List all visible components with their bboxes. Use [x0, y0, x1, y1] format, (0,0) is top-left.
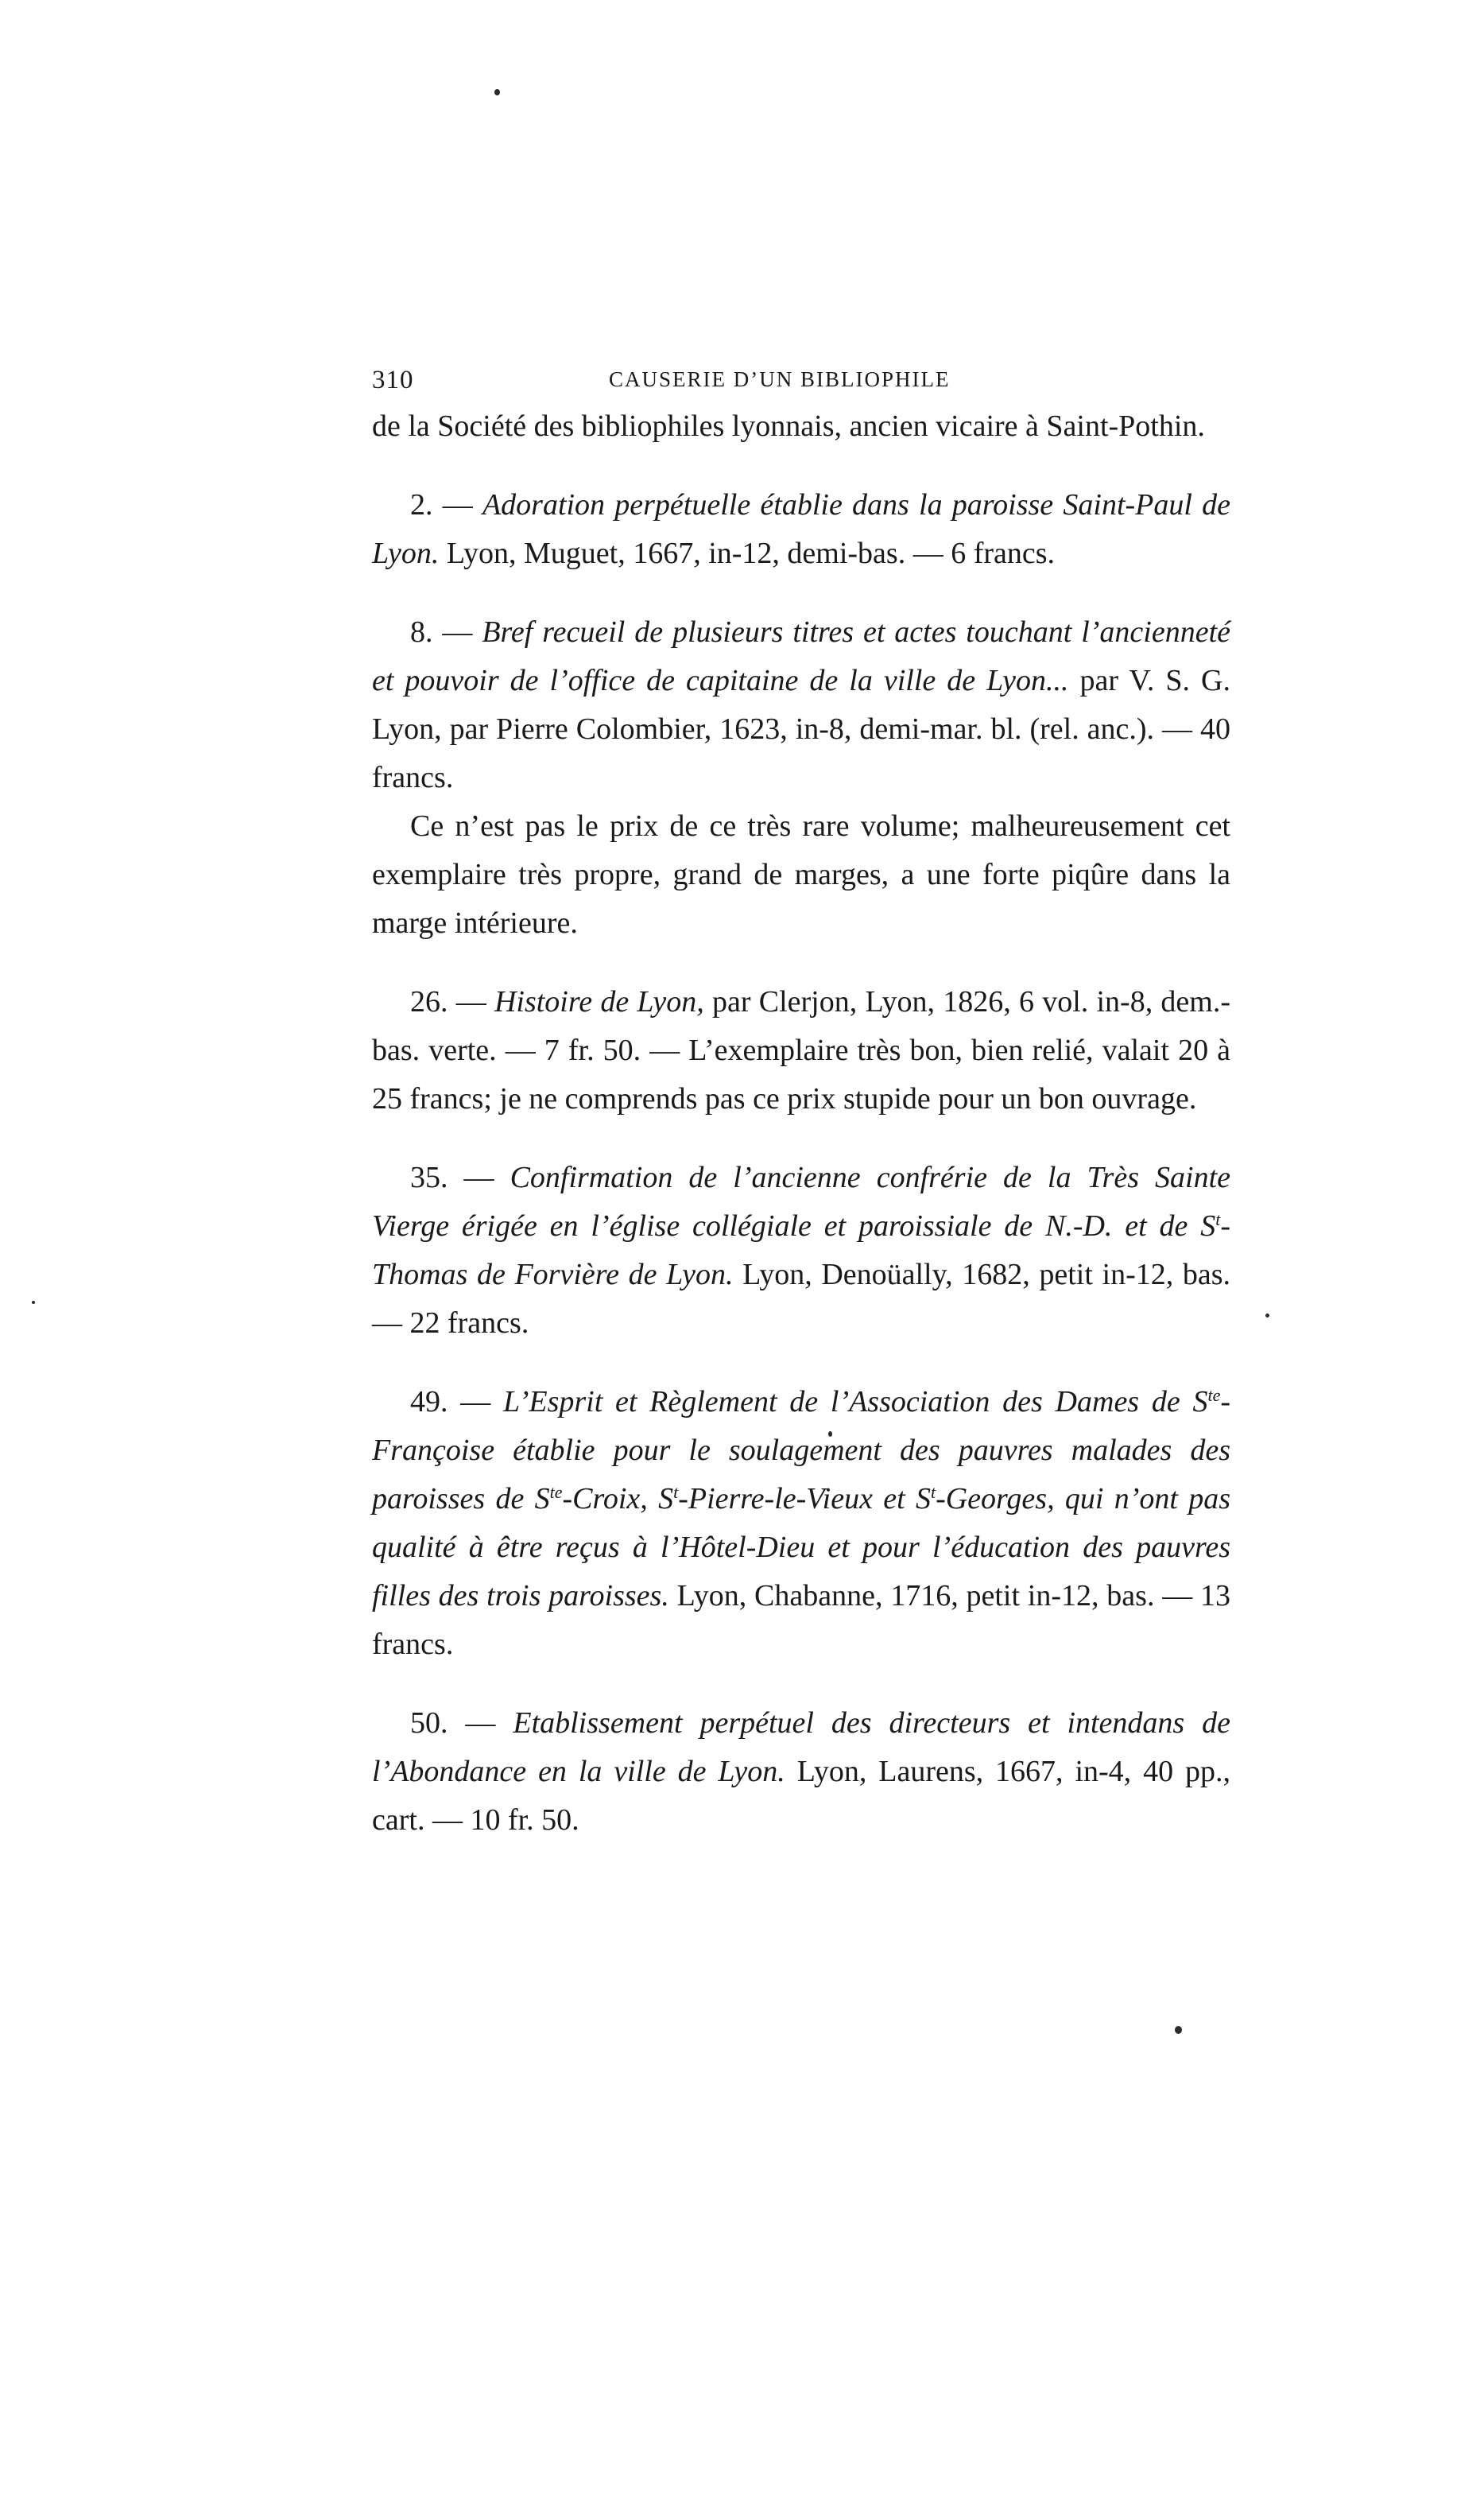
- entry-number: 26. —: [410, 985, 494, 1019]
- entry-number: 2. —: [410, 488, 482, 522]
- entry-title: Bref recueil de plusieurs titres et actes touchant l’ancienneté et pouvoir de l’office de capitaine de la ville de Lyon...: [372, 615, 1230, 697]
- entry-details: Lyon, Denoüally, 1682, petit in-12, bas. — 22 francs.: [372, 1258, 1231, 1340]
- entry-details: Lyon, Chabanne, 1716, petit in-12, bas. — 13 francs.: [372, 1579, 1230, 1661]
- entry-number: 49. —: [410, 1385, 503, 1418]
- catalog-entry-26: [372, 978, 1230, 1123]
- ink-speck: [494, 89, 500, 95]
- entry-title-part: -Georges, qui n’ont pas qualité à être reçus à l’Hôtel-Dieu et pour l’éducation des pauvres filles des trois paroisses.: [372, 1482, 1230, 1612]
- entry-title-part: -Croix, S: [562, 1482, 674, 1515]
- entry-comment: Ce n’est pas le prix de ce très rare volume; malheureusement cet exemplaire très propre, grand de marges, a une forte piqûre dans la marge intérieure.: [372, 809, 1230, 940]
- ink-speck: [1175, 2026, 1182, 2034]
- entry-details: Lyon, Muguet, 1667, in-12, demi-bas. — 6 francs.: [439, 537, 1056, 570]
- entry-title-part: L’Esprit et Règlement de l’Association des Dames de S: [502, 1385, 1208, 1418]
- abbrev-superscript: t: [1215, 1209, 1221, 1229]
- entry-number: 50. —: [410, 1706, 513, 1740]
- entry-title-part: -Pierre-le-Vieux et S: [678, 1482, 931, 1515]
- catalog-entry-2: [372, 481, 1230, 578]
- entry-title: Etablissement perpétuel des directeurs et intendans de l’Abondance en la ville de Lyon.: [372, 1706, 1231, 1788]
- abbrev-superscript: t: [673, 1482, 679, 1502]
- entry-number: 8. —: [410, 615, 482, 649]
- entry-details: par V. S. G. Lyon, par Pierre Colombier, 1623, in-8, demi-mar. bl. (rel. anc.). — 40 francs.: [372, 664, 1230, 794]
- entry-title: Histoire de Lyon,: [494, 985, 704, 1019]
- catalog-entry-49: [372, 1378, 1230, 1669]
- entry-title-part: -Françoise établie pour le soulagement des pauvres malades des paroisses de S: [372, 1385, 1230, 1515]
- entry-details: par Clerjon, Lyon, 1826, 6 vol. in-8, dem.-bas. verte. — 7 fr. 50. — L’exemplaire très bon, bien relié, valait 20 à 25 francs; je ne comprends pas ce prix stupide pour un bon ouvrage.: [372, 985, 1231, 1116]
- catalog-entry-8: [372, 608, 1230, 802]
- abbrev-superscript: te: [549, 1482, 563, 1502]
- ink-speck: [32, 1301, 35, 1304]
- page-number: 310: [372, 366, 414, 394]
- running-title: CAUSERIE D’UN BIBLIOPHILE: [609, 367, 951, 391]
- page-header: [372, 350, 1230, 398]
- ink-speck: [1265, 1314, 1269, 1317]
- entry-title: Adoration perpétuelle établie dans la paroisse Saint-Paul de Lyon.: [372, 488, 1231, 570]
- catalog-entry-35: [372, 1154, 1230, 1348]
- abbrev-superscript: te: [1207, 1385, 1221, 1405]
- abbrev-superscript: t: [930, 1482, 936, 1502]
- continuation-paragraph: de la Société des bibliophiles lyonnais, ancien vicaire à Saint-Pothin.: [372, 409, 1205, 443]
- entry-number: 35. —: [410, 1161, 510, 1194]
- catalog-entry-50: [372, 1699, 1230, 1845]
- entry-title-part: -Thomas de Forvière de Lyon.: [372, 1209, 1230, 1291]
- page-text: [372, 350, 1230, 1845]
- entry-title-part: Confirmation de l’ancienne confrérie de la Très Sainte Vierge érigée en l’église collégiale et paroissiale de N.-D. et de S: [372, 1161, 1230, 1243]
- entry-details: Lyon, Laurens, 1667, in-4, 40 pp., cart. — 10 fr. 50.: [372, 1755, 1230, 1837]
